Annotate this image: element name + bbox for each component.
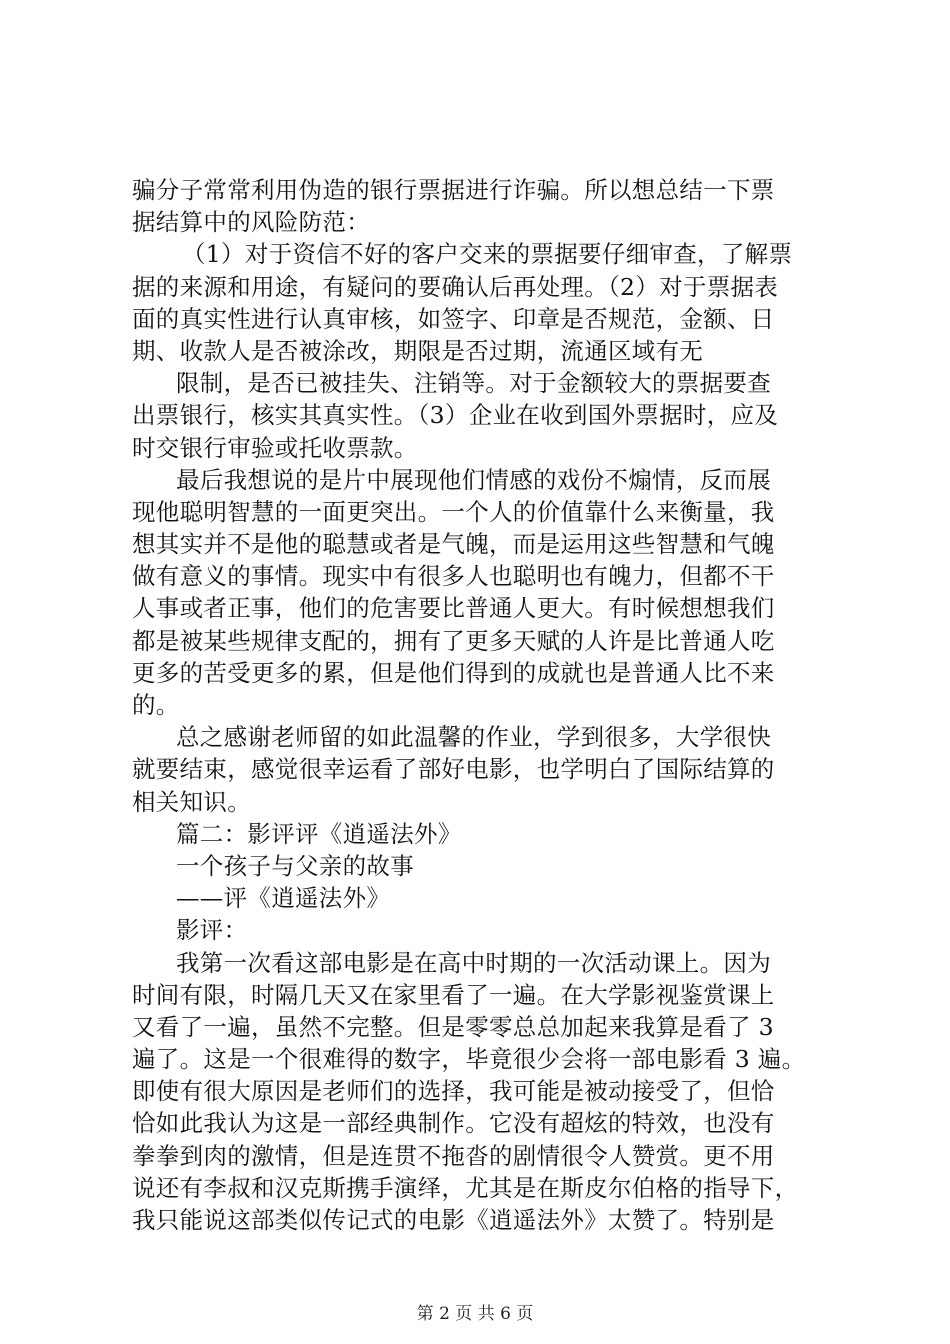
text-line: 据结算中的风险防范： [132,208,370,237]
text-line: 做有意义的事情。现实中有很多人也聪明也有魄力，但都不干 [132,562,775,591]
text-line: 时交银行审验或托收票款。 [132,433,418,462]
text-line: 期、收款人是否被涂改，期限是否过期，流通区域有无 [132,336,704,365]
text-line: 骗分子常常利用伪造的银行票据进行诈骗。所以想总结一下票 [132,176,775,204]
text-line: 据的来源和用途，有疑问的要确认后再处理。（2）对于票据表 [132,272,779,301]
page-footer: 第 2 页 共 6 页 [416,1304,534,1324]
text-line: 出票银行，核实其真实性。（3）企业在收到国外票据时，应及 [132,401,779,430]
text-line: 即使有很大原因是老师们的选择，我可能是被动接受了，但恰 [132,1077,775,1106]
text-line: 最后我想说的是片中展现他们情感的戏份不煽情，反而展 [176,465,771,494]
text-line: 影评： [176,916,248,945]
text-line: （1）对于资信不好的客户交来的票据要仔细审查，了解票 [182,240,793,269]
text-line: ——评《逍遥法外》 [176,884,391,913]
text-line: 更多的苦受更多的累，但是他们得到的成就也是普通人比不来 [132,658,775,687]
text-line: 相关知识。 [132,787,251,816]
text-line: 时间有限，时隔几天又在家里看了一遍。在大学影视鉴赏课上 [132,980,775,1009]
text-line: 面的真实性进行认真审核，如签字、印章是否规范，金额、日 [132,304,775,333]
text-line: 恰如此我认为这是一部经典制作。它没有超炫的特效，也没有 [132,1109,775,1138]
text-line: 就要结束，感觉很幸运看了部好电影，也学明白了国际结算的 [132,755,775,784]
text-line: 我第一次看这部电影是在高中时期的一次活动课上。因为 [176,948,771,977]
document-body [132,174,832,1236]
text-line: 一个孩子与父亲的故事 [176,851,414,880]
text-line: 篇二：影评评《逍遥法外》 [176,819,462,848]
text-line: 现他聪明智慧的一面更突出。一个人的价值靠什么来衡量，我 [132,497,775,526]
text-line: 遍了。这是一个很难得的数字，毕竟很少会将一部电影看 3 遍。 [132,1045,806,1074]
text-line: 的。 [132,691,180,719]
text-line: 总之感谢老师留的如此温馨的作业，学到很多，大学很快 [176,723,771,752]
text-line: 我只能说这部类似传记式的电影《逍遥法外》太赞了。特别是 [132,1206,775,1234]
text-line: 拳拳到肉的激情，但是连贯不拖沓的剧情很令人赞赏。更不用 [132,1141,775,1170]
text-line: 限制，是否已被挂失、注销等。对于金额较大的票据要查 [176,369,771,398]
text-line: 说还有李叔和汉克斯携手演绎，尤其是在斯皮尔伯格的指导下， [132,1173,799,1202]
text-line: 又看了一遍，虽然不完整。但是零零总总加起来我算是看了 3 [132,1012,774,1041]
text-line: 人事或者正事，他们的危害要比普通人更大。有时候想想我们 [132,594,775,623]
text-line: 想其实并不是他的聪慧或者是气魄，而是运用这些智慧和气魄 [132,530,775,559]
text-line: 都是被某些规律支配的，拥有了更多天赋的人许是比普通人吃 [132,626,775,655]
